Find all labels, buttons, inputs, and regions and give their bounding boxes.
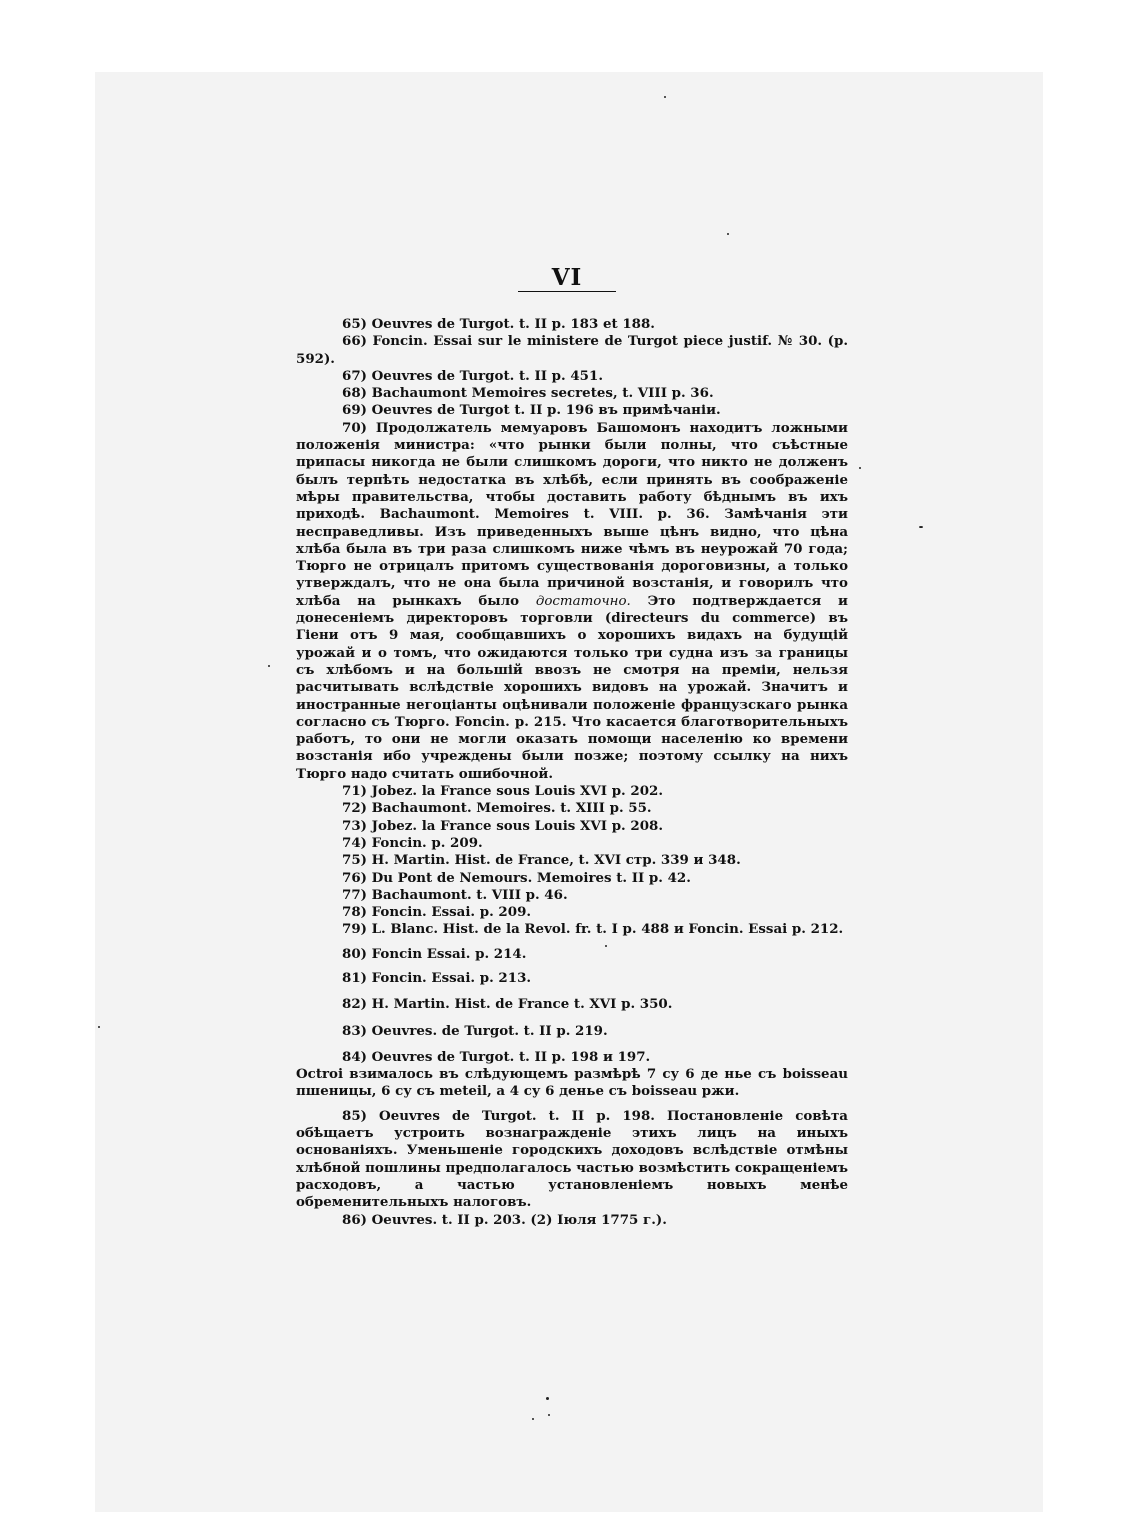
- page-number-underline: [518, 291, 616, 292]
- note-78: 78) Foncin. Essai. p. 209.: [342, 904, 532, 921]
- note-82: 82) H. Martin. Hist. de France t. XVI p. 350.: [342, 996, 673, 1013]
- scan-speck: [546, 1397, 549, 1400]
- note-72: 72) Bachaumont. Memoires. t. XIII p. 55.: [342, 800, 652, 817]
- note-70-emphasis: достаточно.: [535, 593, 631, 609]
- note-77: 77) Bachaumont. t. VIII p. 46.: [342, 886, 568, 903]
- note-66: 66) Foncin. Essai sur le ministere de Turgot piece justif. № 30. (p. 592).: [296, 333, 848, 367]
- scan-speck: [919, 526, 923, 528]
- note-69: 69) Oeuvres de Turgot t. II p. 196 въ примѣчаніи.: [342, 402, 721, 419]
- scan-speck: [98, 1026, 100, 1028]
- page-number: VI: [551, 264, 583, 291]
- note-83: 83) Oeuvres. de Turgot. t. II p. 219.: [342, 1022, 608, 1039]
- scan-speck: [268, 665, 270, 667]
- note-84: 84) Oeuvres de Turgot. t. II p. 198 и 197.: [342, 1048, 651, 1065]
- note-74: 74) Foncin. p. 209.: [342, 834, 483, 851]
- scan-speck: [548, 1414, 550, 1416]
- footnotes: [296, 316, 848, 1229]
- note-79: 79) L. Blanc. Hist. de la Revol. fr. t. I p. 488 и Foncin. Essai p. 212.: [342, 921, 844, 938]
- note-86: 86) Oeuvres. t. II p. 203. (2) Іюля 1775 г.).: [342, 1211, 667, 1228]
- note-81: 81) Foncin. Essai. p. 213.: [342, 969, 532, 986]
- note-70: [296, 420, 848, 783]
- note-71: 71) Jobez. la France sous Louis XVI p. 202.: [342, 783, 663, 800]
- scan-speck: [605, 945, 607, 947]
- note-65: 65) Oeuvres de Turgot. t. II p. 183 et 188.: [342, 316, 655, 332]
- note-75: 75) H. Martin. Hist. de France, t. XVI стр. 339 и 348.: [342, 852, 741, 869]
- note-67: 67) Oeuvres de Turgot. t. II p. 451.: [342, 367, 603, 384]
- note-76: 76) Du Pont de Nemours. Memoires t. II p. 42.: [342, 869, 691, 886]
- note-80: 80) Foncin Essai. p. 214.: [342, 945, 527, 962]
- note-70-continuation: Это подтверждается и донесеніемъ директоровъ торговли (directeurs du commerce) въ Гіени отъ 9 мая, сообщавшихъ о хорошихъ видахъ на будущій урожай и о томъ, что ожидаются только три судна изъ за границы съ хлѣбомъ и на большій ввозъ не смотря на преміи, нельзя расчитывать вслѣдствіе хорошихъ видовъ на урожай. Значитъ и иностранные негоціанты оцѣнивали положеніе французскаго рынка согласно съ Тюрго. Foncin. p. 215. Что касается благотворительныхъ работъ, то они не могли оказать помощи населенію ко времени возстанія ибо учреждены были позже; поэтому ссылку на нихъ Тюрго надо считать ошибочной.: [296, 592, 848, 782]
- note-85: 85) Oeuvres de Turgot. t. II p. 198. Постановленіе совѣта обѣщаетъ устроить вознагражденіе этихъ лицъ на иныхъ основаніяхъ. Уменьшеніе городскихъ доходовъ вслѣдствіе отмѣны хлѣбной пошлины предполагалось частью возмѣстить сокращеніемъ расходовъ, а частью установленіемъ новыхъ менѣе обременительныхъ налоговъ.: [296, 1107, 848, 1211]
- scan-speck: [532, 1418, 534, 1420]
- scan-speck: [859, 467, 861, 469]
- scan-speck: [727, 233, 729, 235]
- note-68: 68) Bachaumont Memoires secretes, t. VIII p. 36.: [342, 385, 714, 402]
- note-73: 73) Jobez. la France sous Louis XVI p. 208.: [342, 817, 663, 834]
- note-70-text: 70) Продолжатель мемуаровъ Башомонъ находитъ ложными положенія министра: «что рынки были полны, что съѣстные припасы никогда не были слишкомъ дороги, что никто не долженъ былъ терпѣть недостатка въ хлѣбѣ, если принять въ соображеніе мѣры правительства, чтобы доставить работу бѣднымъ въ ихъ приходѣ. Bachaumont. Memoires t. VIII. p. 36. Замѣчанія эти несправедливы. Изъ приведенныхъ выше цѣнъ видно, что цѣна хлѣба была въ три раза слишкомъ ниже чѣмъ въ неурожай 70 года; Тюрго не отрицалъ притомъ существованія дороговизны, а только утверждалъ, что не она была причиной возстанія, и говорилъ что хлѣба на рынкахъ было: [296, 419, 848, 609]
- scan-speck: [664, 96, 666, 98]
- note-84-octroi: Octroi взималось въ слѣдующемъ размѣрѣ 7 су 6 де нье съ boisseau пшеницы, 6 су съ meteil, а 4 су 6 денье съ boisseau ржи.: [296, 1066, 848, 1100]
